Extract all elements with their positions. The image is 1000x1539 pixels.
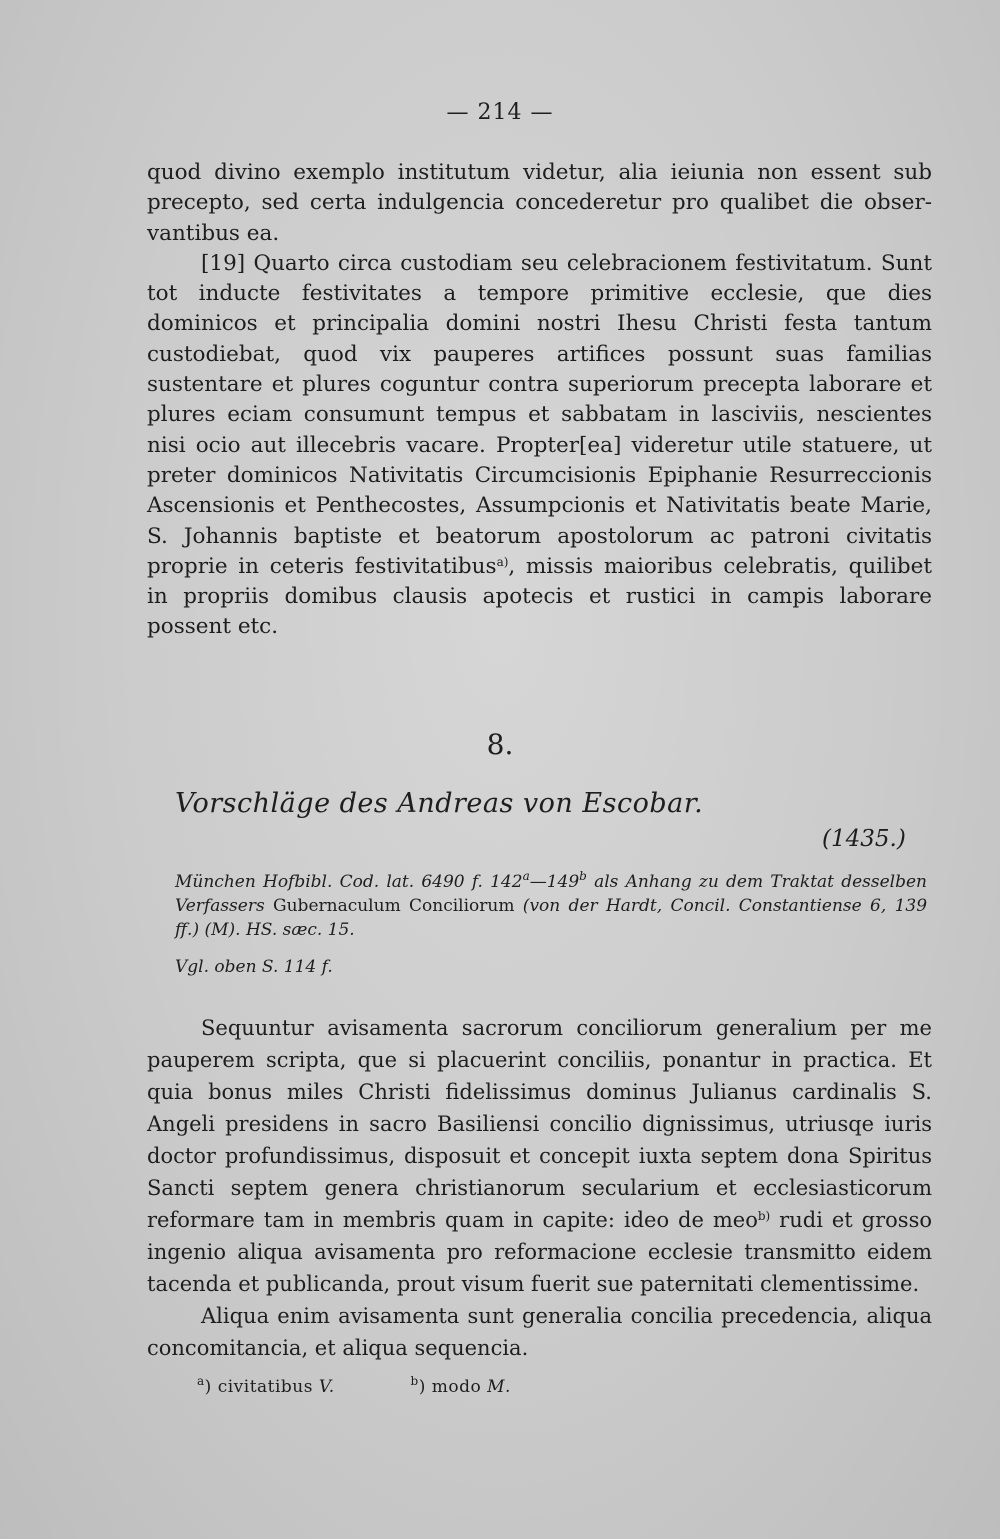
footnote-mark: a bbox=[197, 1374, 205, 1388]
source-note bbox=[175, 870, 927, 942]
source-text: als Anhang zu dem Traktat desselben Verfassers bbox=[175, 872, 927, 916]
body-text-top bbox=[147, 158, 932, 643]
paragraph-text: , missis maioribus celebratis, quilibet in propriis domibus clausis apotecis et rustici in campis laborare possent etc. bbox=[147, 553, 932, 640]
footnotes bbox=[197, 1374, 581, 1397]
footnote-mark-b: b) bbox=[757, 1209, 771, 1223]
paragraph-continuation: quod divino exemplo institutum videtur, alia ieiunia non essent sub precepto, sed certa indulgencia concederetur pro qualibet die observantibus ea. bbox=[147, 160, 932, 246]
source-text: München Hofbibl. Cod. lat. 6490 f. 142 bbox=[175, 872, 523, 892]
source-text: (von der Hardt, Concil. Constantiense 6, 139 ff.) (M). HS. sæc. 15. bbox=[175, 896, 928, 940]
footnote-a bbox=[197, 1374, 335, 1397]
source-sup: a bbox=[522, 869, 530, 883]
paragraph-text: rudi et grosso ingenio aliqua avisamenta pro reformacione ecclesie transmitto eidem tacenda et publicanda, prout visum fuerit sue paternitati clementissime. bbox=[147, 1208, 933, 1296]
page-number: — 214 — bbox=[446, 100, 554, 125]
footnote-mark-a: a) bbox=[496, 554, 509, 569]
cross-reference: Vgl. oben S. 114 f. bbox=[175, 957, 333, 977]
paragraph-sequuntur bbox=[147, 1012, 932, 1300]
section-date: (1435.) bbox=[822, 826, 906, 852]
source-title: Gubernaculum Conciliorum bbox=[273, 896, 515, 916]
footnote-text: ) modo bbox=[418, 1377, 488, 1397]
footnote-siglum: V. bbox=[318, 1377, 335, 1397]
section-number: 8. bbox=[486, 728, 514, 761]
paragraph-text: [19] Quarto circa custodiam seu celebracionem festivitatum. Sunt tot inducte festivitates a tempore primitive ecclesie, que dies dominicos et principalia domini nostri Ihesu Christi festa tantum custodiebat, quod vix pauperes artifices possunt suas familias sustentare et plures coguntur contra superiorum precepta laborare et plures eciam consumunt tempus et sabbatam in lasciviis, nescientes nisi ocio aut illecebris vacare. Propter[ea] videretur utile statuere, ut preter dominicos Nativitatis Circumcisionis Epiphanie Resurreccionis Ascensionis et Penthecostes, Assumpcionis et Nativitatis beate Marie, S. Johannis baptiste et beatorum apostolorum ac patroni civitatis proprie in ceteris festivitatibus bbox=[147, 250, 932, 579]
paragraph-festivitates bbox=[147, 249, 932, 643]
body-text-bottom bbox=[147, 1012, 932, 1364]
section-title: Vorschläge des Andreas von Escobar. bbox=[175, 788, 704, 819]
footnote-b bbox=[410, 1374, 511, 1397]
footnote-mark: b bbox=[410, 1374, 419, 1388]
source-sup: b bbox=[579, 869, 587, 883]
paragraph-text: Sequuntur avisamenta sacrorum conciliorum generalium per me pauperem scripta, que si placuerint conciliis, ponantur in practica. Et quia bonus miles Christi fidelissimus dominus Julianus cardinalis S. Angeli presidens in sacro Basiliensi concilio dignissimus, utriusqe iuris doctor profundissimus, disposuit et concepit iuxta septem dona Spiritus Sancti septem genera christianorum secularium et ecclesiasticorum reformare tam in membris quam in capite: ideo de meo bbox=[147, 1016, 932, 1232]
source-text: —149 bbox=[529, 872, 580, 892]
footnote-siglum: M. bbox=[487, 1377, 511, 1397]
paragraph-aliqua: Aliqua enim avisamenta sunt generalia concilia precedencia, aliqua concomitancia, et aliqua sequencia. bbox=[147, 1304, 932, 1360]
footnote-text: ) civitatibus bbox=[204, 1377, 319, 1397]
